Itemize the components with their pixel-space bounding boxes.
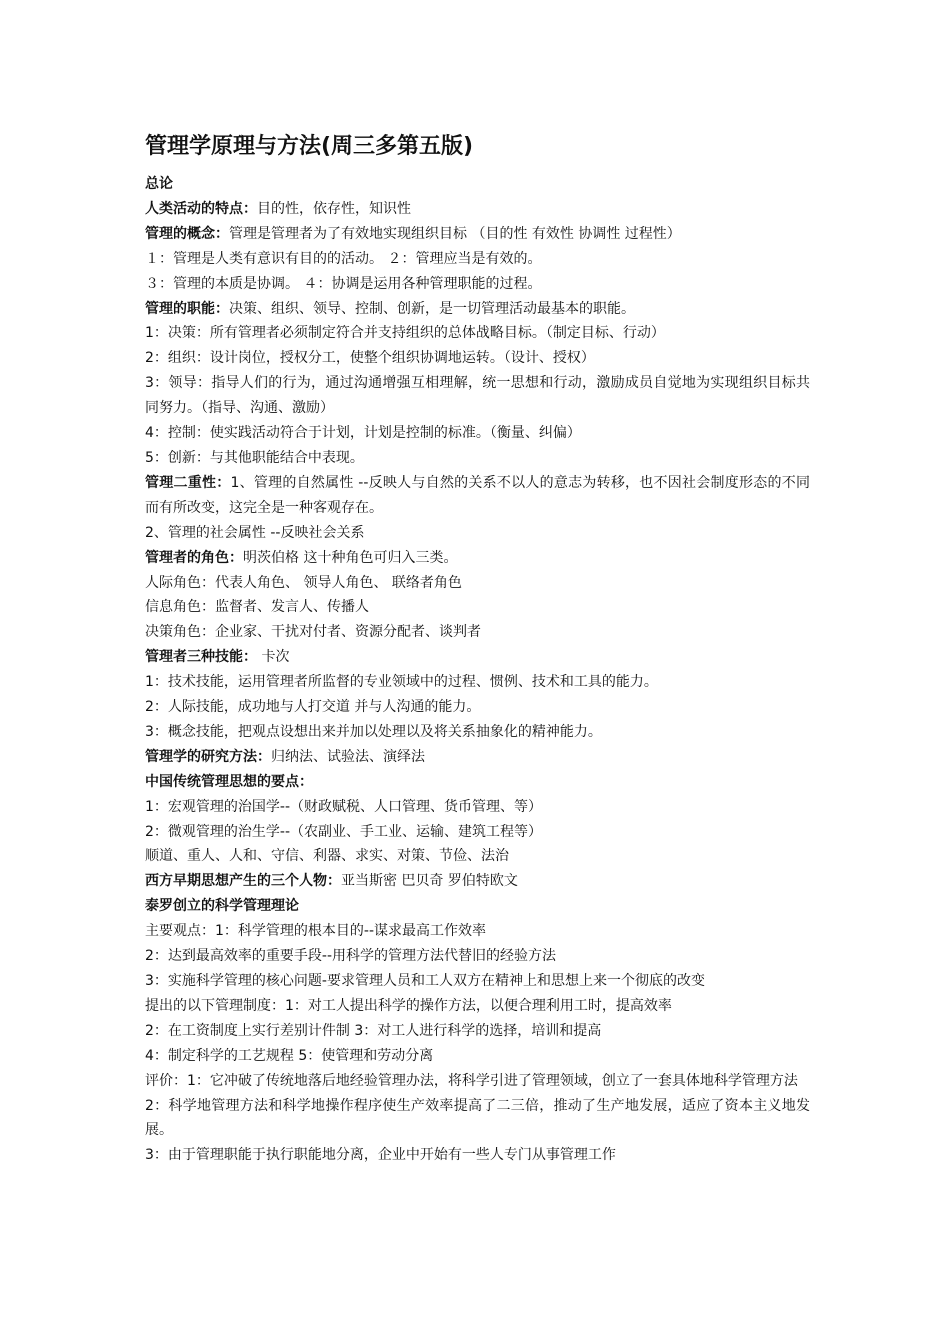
paragraph-text: 2：科学地管理方法和科学地操作程序使生产效率提高了二三倍，推动了生产地发展，适应了资本主义地发展。 bbox=[145, 1097, 810, 1139]
paragraph-text: 人际角色：代表人角色、 领导人角色、 联络者角色 bbox=[145, 574, 462, 591]
paragraph-heading: 管理学的研究方法： bbox=[145, 748, 271, 765]
paragraph bbox=[145, 944, 810, 969]
paragraph-text: 1：宏观管理的治国学--（财政赋税、人口管理、货币管理、等） bbox=[145, 798, 543, 815]
paragraph bbox=[145, 844, 810, 869]
paragraph-heading: 总论 bbox=[145, 176, 173, 192]
paragraph-heading: 管理的职能： bbox=[145, 300, 229, 317]
paragraph-text: 决策角色：企业家、干扰对付者、资源分配者、谈判者 bbox=[145, 624, 481, 641]
paragraph bbox=[145, 222, 810, 247]
paragraph-heading: 管理者的角色： bbox=[145, 549, 243, 566]
paragraph-text: 归纳法、试验法、演绎法 bbox=[271, 748, 425, 765]
paragraph-text: 信息角色：监督者、发言人、传播人 bbox=[145, 599, 369, 616]
document-title: 管理学原理与方法(周三多第五版) bbox=[145, 134, 474, 159]
paragraph-heading: 管理二重性： bbox=[145, 474, 231, 491]
paragraph-text: ３：管理的本质是协调。 ４：协调是运用各种管理职能的过程。 bbox=[145, 275, 542, 292]
paragraph-text: 3：由于管理职能于执行职能地分离，企业中开始有一些人专门从事管理工作 bbox=[145, 1147, 616, 1164]
paragraph-heading: 泰罗创立的科学管理理论 bbox=[145, 898, 299, 915]
paragraph-text: 评价：1：它冲破了传统地落后地经验管理办法，将科学引进了管理领域，创立了一套具体地科学管理方法 bbox=[145, 1072, 798, 1089]
paragraph-text: １：管理是人类有意识有目的的活动。 ２：管理应当是有效的。 bbox=[145, 250, 542, 267]
paragraph bbox=[145, 571, 810, 596]
paragraph-text: 2：在工资制度上实行差别计件制 3：对工人进行科学的选择，培训和提高 bbox=[145, 1022, 602, 1039]
paragraph-heading: 人类活动的特点： bbox=[145, 200, 257, 217]
paragraph-text: 4：控制：使实践活动符合于计划，计划是控制的标准。（衡量、纠偏） bbox=[145, 425, 581, 442]
paragraph-text: 明茨伯格 这十种角色可归入三类。 bbox=[243, 549, 458, 566]
paragraph-text: 卡次 bbox=[257, 649, 290, 666]
paragraph bbox=[145, 869, 810, 894]
paragraph-text: 决策、组织、领导、控制、创新，是一切管理活动最基本的职能。 bbox=[229, 300, 635, 317]
paragraph bbox=[145, 446, 810, 471]
paragraph-text: 2：人际技能，成功地与人打交道 并与人沟通的能力。 bbox=[145, 699, 481, 716]
paragraph bbox=[145, 695, 810, 720]
paragraph bbox=[145, 620, 810, 645]
paragraph bbox=[145, 521, 810, 546]
paragraph bbox=[145, 969, 810, 994]
paragraph bbox=[145, 894, 810, 919]
paragraph bbox=[145, 371, 810, 421]
paragraph bbox=[145, 172, 810, 197]
paragraph bbox=[145, 720, 810, 745]
document-page bbox=[145, 130, 810, 1168]
paragraph-text: 3：概念技能，把观点设想出来并加以处理以及将关系抽象化的精神能力。 bbox=[145, 723, 602, 740]
paragraph-heading: 西方早期思想产生的三个人物： bbox=[145, 873, 341, 890]
paragraph-heading: 管理的概念： bbox=[145, 225, 229, 242]
paragraph-text: 3：领导：指导人们的行为，通过沟通增强互相理解，统一思想和行动，激励成员自觉地为实现组织目标共同努力。（指导、沟通、激励） bbox=[145, 375, 810, 417]
paragraph-text: 3：实施科学管理的核心问题-要求管理人员和工人双方在精神上和思想上来一个彻底的改变 bbox=[145, 973, 705, 989]
paragraph bbox=[145, 770, 810, 795]
paragraph-text: 4：制定科学的工艺规程 5：使管理和劳动分离 bbox=[145, 1047, 434, 1064]
paragraph-text: 2、管理的社会属性 --反映社会关系 bbox=[145, 524, 365, 541]
paragraph-text: 5：创新：与其他职能结合中表现。 bbox=[145, 449, 364, 466]
paragraph bbox=[145, 745, 810, 770]
paragraph bbox=[145, 247, 810, 272]
paragraph bbox=[145, 1143, 810, 1168]
paragraph bbox=[145, 421, 810, 446]
paragraph-text: 亚当斯密 巴贝奇 罗伯特欧文 bbox=[341, 873, 518, 890]
paragraph bbox=[145, 1094, 810, 1144]
paragraph-text: 主要观点：1：科学管理的根本目的--谋求最高工作效率 bbox=[145, 923, 487, 940]
paragraph bbox=[145, 321, 810, 346]
paragraph-text: 目的性，依存性，知识性 bbox=[257, 200, 411, 217]
paragraph-text: 2：组织：设计岗位，授权分工，使整个组织协调地运转。（设计、授权） bbox=[145, 350, 595, 367]
paragraph bbox=[145, 645, 810, 670]
paragraph-text: 2：微观管理的治生学--（农副业、手工业、运输、建筑工程等） bbox=[145, 823, 543, 840]
paragraph bbox=[145, 994, 810, 1019]
paragraph bbox=[145, 1044, 810, 1069]
paragraph bbox=[145, 795, 810, 820]
paragraph bbox=[145, 471, 810, 521]
paragraph bbox=[145, 272, 810, 297]
paragraph bbox=[145, 297, 810, 322]
paragraph bbox=[145, 346, 810, 371]
paragraph-text: 1：决策：所有管理者必须制定符合并支持组织的总体战略目标。（制定目标、行动） bbox=[145, 325, 665, 342]
paragraph-text: 1、管理的自然属性 --反映人与自然的关系不以人的意志为转移，也不因社会制度形态的不同而有所改变，这完全是一种客观存在。 bbox=[145, 474, 811, 516]
paragraph bbox=[145, 670, 810, 695]
paragraph bbox=[145, 1069, 810, 1094]
paragraph-heading: 中国传统管理思想的要点： bbox=[145, 773, 313, 790]
paragraph-heading: 管理者三种技能： bbox=[145, 649, 257, 666]
paragraph bbox=[145, 1019, 810, 1044]
paragraph bbox=[145, 595, 810, 620]
paragraph bbox=[145, 820, 810, 845]
paragraph-text: 1：技术技能，运用管理者所监督的专业领域中的过程、惯例、技术和工具的能力。 bbox=[145, 674, 658, 691]
paragraph bbox=[145, 197, 810, 222]
paragraph-text: 顺道、重人、人和、守信、利器、求实、对策、节俭、法治 bbox=[145, 848, 509, 865]
paragraph-text: 2：达到最高效率的重要手段--用科学的管理方法代替旧的经验方法 bbox=[145, 948, 557, 965]
paragraph bbox=[145, 546, 810, 571]
paragraph-text: 提出的以下管理制度：1：对工人提出科学的操作方法，以便合理利用工时，提高效率 bbox=[145, 997, 672, 1014]
paragraph-text: 管理是管理者为了有效地实现组织目标 （目的性 有效性 协调性 过程性） bbox=[229, 225, 681, 242]
paragraph bbox=[145, 919, 810, 944]
